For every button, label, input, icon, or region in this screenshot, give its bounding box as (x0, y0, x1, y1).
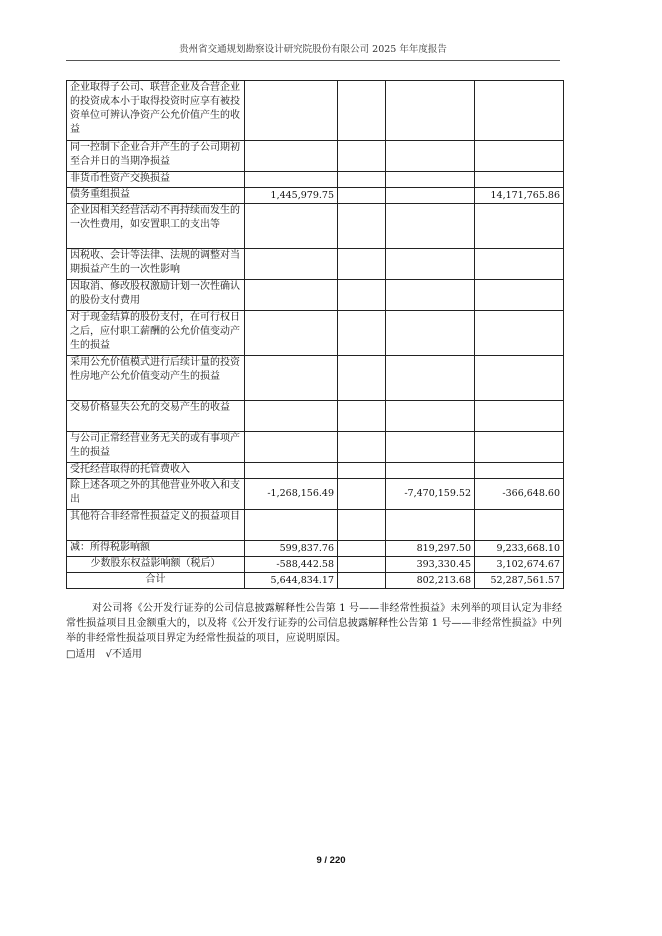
note-cell (338, 557, 386, 573)
row-label: 因取消、修改股权激励计划一次性确认的股份支付费用 (67, 280, 245, 311)
current-year-amount (245, 510, 338, 541)
table-row (67, 188, 564, 204)
note-cell (338, 204, 386, 249)
table-row (67, 172, 564, 188)
note-cell (338, 81, 386, 141)
current-year-amount (245, 432, 338, 463)
prior-year-amount (386, 172, 475, 188)
note-cell (338, 280, 386, 311)
prior-year-amount (386, 311, 475, 356)
table-row (67, 280, 564, 311)
prior-year-amount: 393,330.45 (386, 557, 475, 573)
table-row (67, 204, 564, 249)
prior-year-amount (386, 141, 475, 172)
table-row (67, 401, 564, 432)
current-year-amount: 1,445,979.75 (245, 188, 338, 204)
two-years-prior-amount (475, 311, 564, 356)
table-row (67, 356, 564, 401)
table-row (67, 249, 564, 280)
current-year-amount (245, 249, 338, 280)
two-years-prior-amount (475, 141, 564, 172)
explanatory-note: 对公司将《公开发行证券的公司信息披露解释性公告第 1 号——非经常性损益》未列举的项目认定为非经常性损益项目且金额重大的，以及将《公开发行证券的公司信息披露解释性公告第 1 号——非经常性损益》中列举的非经常性损益项目界定为经常性损益的项目，应说明原因。 (66, 603, 562, 644)
report-header: 贵州省交通规划勘察设计研究院股份有限公司 2025 年年度报告 (179, 44, 447, 55)
current-year-amount (245, 141, 338, 172)
current-year-amount: -588,442.58 (245, 557, 338, 573)
prior-year-amount (386, 463, 475, 479)
row-label: 其他符合非经常性损益定义的损益项目 (67, 510, 245, 541)
prior-year-amount (386, 510, 475, 541)
note-cell (338, 188, 386, 204)
non-recurring-gains-table (66, 80, 564, 589)
note-cell (338, 573, 386, 589)
applicability-options (66, 648, 142, 662)
row-label: 同一控制下企业合并产生的子公司期初至合并日的当期净损益 (67, 141, 245, 172)
table-row (67, 81, 564, 141)
current-year-amount (245, 311, 338, 356)
current-year-amount (245, 463, 338, 479)
prior-year-amount (386, 249, 475, 280)
row-label: 债务重组损益 (67, 188, 245, 204)
prior-year-amount: 819,297.50 (386, 541, 475, 557)
prior-year-amount (386, 280, 475, 311)
note-cell (338, 401, 386, 432)
current-year-amount: -1,268,156.49 (245, 479, 338, 510)
prior-year-amount (386, 432, 475, 463)
current-year-amount (245, 280, 338, 311)
two-years-prior-amount: 3,102,674.67 (475, 557, 564, 573)
table-row (67, 479, 564, 510)
two-years-prior-amount (475, 432, 564, 463)
two-years-prior-amount (475, 249, 564, 280)
note-cell (338, 311, 386, 356)
prior-year-amount (386, 81, 475, 141)
row-label: 减：所得税影响额 (67, 541, 245, 557)
row-label: 因税收、会计等法律、法规的调整对当期损益产生的一次性影响 (67, 249, 245, 280)
option-applicable: □适用 (66, 649, 96, 660)
note-cell (338, 479, 386, 510)
note-cell (338, 463, 386, 479)
table-row (67, 463, 564, 479)
row-label: 企业因相关经营活动不再持续而发生的一次性费用，如安置职工的支出等 (67, 204, 245, 249)
row-label: 非货币性资产交换损益 (67, 172, 245, 188)
note-cell (338, 356, 386, 401)
two-years-prior-amount: 9,233,668.10 (475, 541, 564, 557)
table-row (67, 311, 564, 356)
two-years-prior-amount (475, 172, 564, 188)
two-years-prior-amount (475, 81, 564, 141)
current-year-amount (245, 356, 338, 401)
prior-year-amount: 802,213.68 (386, 573, 475, 589)
current-year-amount (245, 204, 338, 249)
note-cell (338, 141, 386, 172)
note-cell (338, 249, 386, 280)
current-year-amount (245, 81, 338, 141)
note-cell (338, 432, 386, 463)
two-years-prior-amount: 52,287,561.57 (475, 573, 564, 589)
header-divider (66, 60, 560, 61)
two-years-prior-amount (475, 280, 564, 311)
row-label: 与公司正常经营业务无关的或有事项产生的损益 (67, 432, 245, 463)
table-row (67, 510, 564, 541)
row-label: 受托经营取得的托管费收入 (67, 463, 245, 479)
row-label: 少数股东权益影响额（税后） (67, 557, 245, 573)
total-label: 合计 (67, 573, 245, 589)
two-years-prior-amount: 14,171,765.86 (475, 188, 564, 204)
note-cell (338, 172, 386, 188)
row-label: 对于现金结算的股份支付，在可行权日之后，应付职工薪酬的公允价值变动产生的损益 (67, 311, 245, 356)
option-not-applicable: √不适用 (105, 649, 142, 660)
two-years-prior-amount (475, 204, 564, 249)
prior-year-amount (386, 356, 475, 401)
two-years-prior-amount (475, 401, 564, 432)
current-year-amount (245, 172, 338, 188)
two-years-prior-amount (475, 510, 564, 541)
table-total-row (67, 573, 564, 589)
row-label: 交易价格显失公允的交易产生的收益 (67, 401, 245, 432)
two-years-prior-amount (475, 356, 564, 401)
current-year-amount (245, 401, 338, 432)
table-row (67, 141, 564, 172)
note-cell (338, 541, 386, 557)
prior-year-amount (386, 188, 475, 204)
two-years-prior-amount (475, 463, 564, 479)
row-label: 采用公允价值模式进行后续计量的投资性房地产公允价值变动产生的损益 (67, 356, 245, 401)
prior-year-amount: -7,470,159.52 (386, 479, 475, 510)
page-number: 9 / 220 (316, 855, 346, 866)
table-row (67, 557, 564, 573)
current-year-amount: 599,837.76 (245, 541, 338, 557)
table-row (67, 432, 564, 463)
two-years-prior-amount: -366,648.60 (475, 479, 564, 510)
note-cell (338, 510, 386, 541)
table-row (67, 541, 564, 557)
prior-year-amount (386, 401, 475, 432)
row-label: 除上述各项之外的其他营业外收入和支出 (67, 479, 245, 510)
row-label: 企业取得子公司、联营企业及合营企业的投资成本小于取得投资时应享有被投资单位可辨认净资产公允价值产生的收益 (67, 81, 245, 141)
prior-year-amount (386, 204, 475, 249)
current-year-amount: 5,644,834.17 (245, 573, 338, 589)
